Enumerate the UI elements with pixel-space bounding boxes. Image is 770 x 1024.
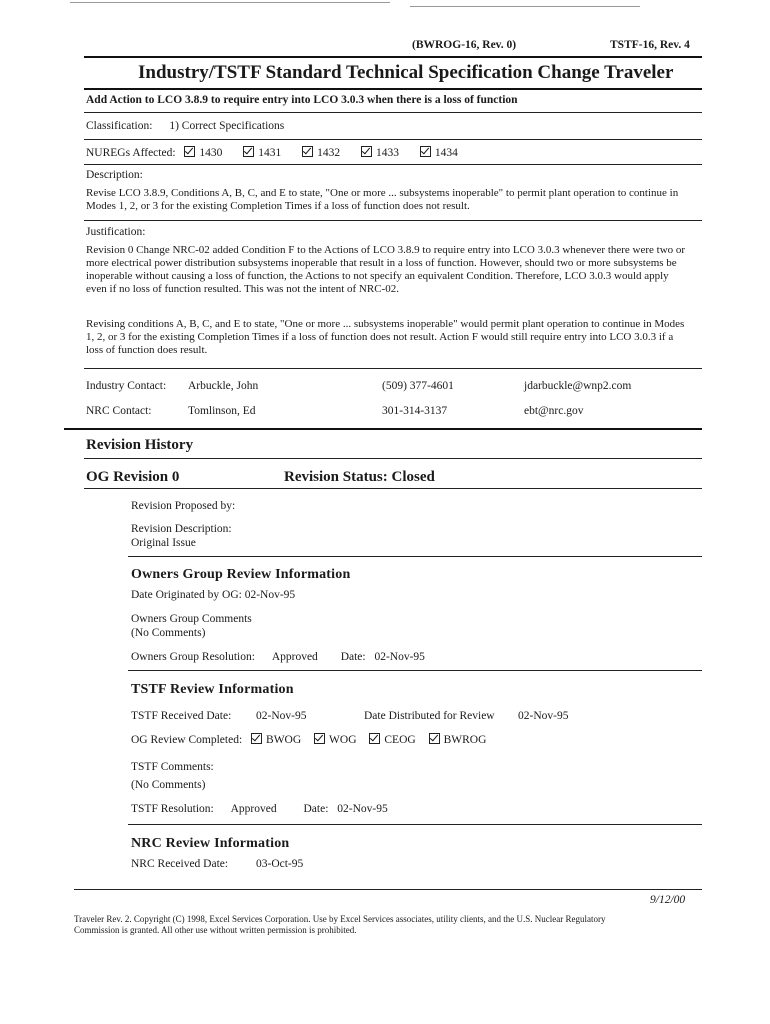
footer-date: 9/12/00 [650,894,686,906]
divider [84,368,702,369]
tstf-comments-label: TSTF Comments: [131,761,214,773]
nureg-item: 1433 [376,147,400,159]
og-date-originated: Date Originated by OG: 02-Nov-95 [131,589,296,601]
checkbox-checked-icon [369,733,380,744]
header-rule [84,56,702,58]
og-review-item: WOG [329,734,357,746]
tstf-resolution-label: TSTF Resolution: [131,803,214,815]
justification-para-1: Revision 0 Change NRC-02 added Condition F to the Actions of LCO 3.8.9 to require entry into LCO 3.0.3 whenever there were two or more electrical power distribution subsystems inoperable that result in a loss of function. However, should two or more subsystems be inoperable without causing a loss of function, the Actions to not specify an equivalent Condition. Therefore, LCO 3.0.3 would apply even if no loss of function resulted. This was not the intent of NRC-02. [86,244,686,295]
classification-value: 1) Correct Specifications [169,120,285,132]
og-review-completed-label: OG Review Completed: [131,734,243,746]
checkbox-checked-icon [314,733,325,744]
og-revision: OG Revision 0 [86,469,180,485]
og-comments-value: (No Comments) [131,627,206,639]
nrc-contact-email: ebt@nrc.gov [524,405,584,417]
classification-label: Classification: [86,120,153,132]
tstf-review-title: TSTF Review Information [131,682,294,697]
divider [128,556,702,557]
change-subtitle: Add Action to LCO 3.8.9 to require entry into LCO 3.0.3 when there is a loss of function [86,94,518,106]
nrc-contact-phone: 301-314-3137 [382,405,448,417]
divider [84,164,702,165]
og-resolution-row [131,650,425,664]
og-resolution-label: Owners Group Resolution: [131,651,255,663]
page-title: Industry/TSTF Standard Technical Specification Change Traveler [138,62,674,83]
checkbox-checked-icon [184,146,195,157]
og-resolution-value: Approved [271,651,318,663]
revision-proposed-by-label: Revision Proposed by: [131,500,236,512]
nrc-received-value: 03-Oct-95 [256,858,304,870]
industry-contact-email: jdarbuckle@wnp2.com [524,380,632,392]
nrc-review-title: NRC Review Information [131,836,290,851]
revision-history-title: Revision History [86,437,194,453]
revision-description-label: Revision Description: [131,523,232,535]
og-date-label: Date: [340,651,366,663]
tstf-distributed-value: 02-Nov-95 [518,710,569,722]
justification-para-2: Revising conditions A, B, C, and E to state, "One or more ... subsystems inoperable" would permit plant operation to continue in Modes 1, 2, or 3 for the existing Completion Times if a loss of function does not result. Action F would still require entry into LCO 3.0.3 if a loss of function does result. [86,318,685,356]
checkbox-checked-icon [361,146,372,157]
tstf-received-label: TSTF Received Date: [131,710,232,722]
og-review-completed-row [131,733,486,747]
divider [84,488,702,489]
tstf-resolution-row [131,802,388,816]
checkbox-checked-icon [251,733,262,744]
scan-artifact-line [70,2,390,3]
tstf-comments-value: (No Comments) [131,779,206,791]
checkbox-checked-icon [302,146,313,157]
industry-contact-name: Arbuckle, John [188,380,259,392]
industry-contact-label: Industry Contact: [86,380,167,392]
nuregs-label: NUREGs Affected: [86,147,176,159]
nrc-contact-label: NRC Contact: [86,405,152,417]
divider [128,670,702,671]
industry-contact-phone: (509) 377-4601 [382,380,454,392]
nrc-received-label: NRC Received Date: [131,858,229,870]
owners-group-title: Owners Group Review Information [131,567,351,582]
divider [84,220,702,221]
og-review-item: BWOG [266,734,302,746]
tstf-resolution-value: Approved [230,803,277,815]
scan-artifact-line [410,6,640,7]
checkbox-checked-icon [420,146,431,157]
divider [84,112,702,113]
divider [84,139,702,140]
og-review-item: CEOG [384,734,416,746]
tstf-received-value: 02-Nov-95 [256,710,307,722]
description-text: Revise LCO 3.8.9, Conditions A, B, C, and E to state, "One or more ... subsystems inoperable" to permit plant operation to continue in Modes 1, 2, or 3 for the existing Completion Times if a loss of function does not result. [86,187,679,212]
divider [128,824,702,825]
nureg-item: 1431 [258,147,282,159]
tstf-id: TSTF-16, Rev. 4 [610,39,690,51]
contacts-rule [64,428,702,430]
classification-row [86,119,284,133]
og-review-item: BWROG [443,734,487,746]
revision-description-value: Original Issue [131,537,196,549]
description-label: Description: [86,169,143,181]
nuregs-row [86,146,458,160]
justification-label: Justification: [86,226,146,238]
checkbox-checked-icon [243,146,254,157]
checkbox-checked-icon [429,733,440,744]
nureg-item: 1430 [199,147,223,159]
footer-copyright: Traveler Rev. 2. Copyright (C) 1998, Excel Services Corporation. Use by Excel Services associates, utility clients, and the U.S. Nuclear Regulatory Commission is granted. All other use without written permission is prohibited. [74,914,606,935]
nureg-item: 1432 [317,147,341,159]
revision-status: Revision Status: Closed [284,469,435,485]
og-date-value: 02-Nov-95 [374,651,425,663]
nureg-item: 1434 [434,147,458,159]
nrc-contact-name: Tomlinson, Ed [188,405,256,417]
footer-rule [74,889,702,890]
tstf-date-value: 02-Nov-95 [337,803,388,815]
title-rule [84,88,702,90]
tstf-distributed-label: Date Distributed for Review [364,710,495,722]
tstf-date-label: Date: [303,803,329,815]
og-comments-label: Owners Group Comments [131,613,252,625]
divider [84,458,702,459]
doc-id: (BWROG-16, Rev. 0) [412,39,517,51]
